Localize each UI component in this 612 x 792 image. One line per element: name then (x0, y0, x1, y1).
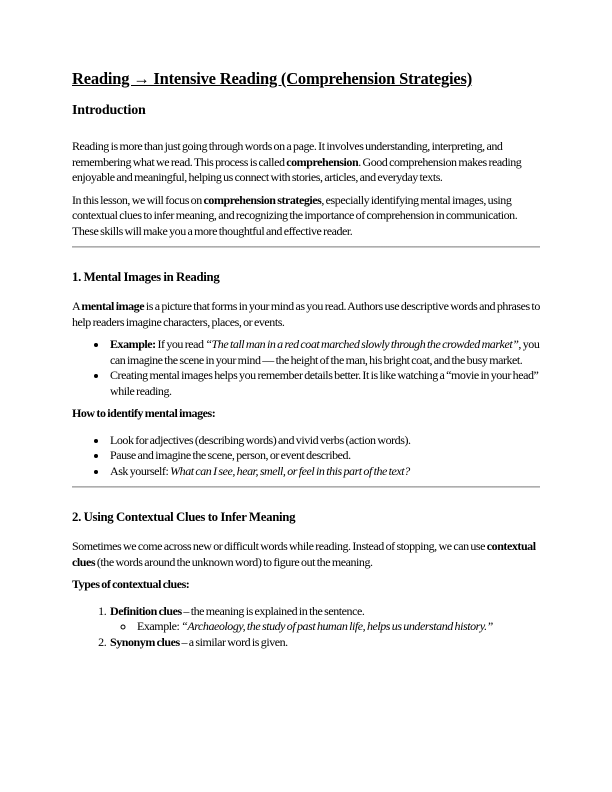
intro-heading: Introduction (72, 102, 146, 118)
synonym-clues-item (108, 635, 540, 651)
intro-paragraph-1: Reading is more than just going through words on a page. It involves understanding, interpreting, and remembering what we read. This process is called comprehension. Good comprehension makes reading enjoyable and meaningful, helping us connect with stories, articles, and everyday texts. (72, 139, 522, 184)
definition-example-item: ◦ Example: “Archaeology, the study of past human life, helps us understand history.” (135, 619, 540, 635)
mental-images-bullet-list (72, 337, 540, 399)
section-divider-2 (72, 486, 540, 488)
synonym-clues-text: Synonym clues – a similar word is given. (110, 634, 288, 649)
bullet-item-creating: • Creating mental images helps you remember details better. It is like watching a “movie in your head” while reading. (108, 368, 540, 399)
identify-step-pause: • Pause and imagine the scene, person, or event described. (108, 448, 540, 464)
definition-clues-text: Definition clues – the meaning is explained in the sentence. (110, 603, 365, 618)
bullet-item-example: • Example: If you read “The tall man in a red coat marched slowly through the crowded market”, you can imagine the scene in your mind — the height of the man, his bright coat, and the busy market. (108, 337, 540, 368)
section1-intro-paragraph: A mental image is a picture that forms in your mind as you read. Authors use descriptive words and phrases to help readers imagine characters, places, or events. (72, 299, 540, 329)
document-title: Reading → Intensive Reading (Comprehension Strategies) (72, 69, 473, 88)
definition-clues-item (108, 604, 540, 635)
types-of-clues-label: Types of contextual clues: (72, 577, 190, 591)
definition-example-sublist (110, 619, 540, 635)
identify-step-adjectives: • Look for adjectives (describing words) and vivid verbs (action words). (108, 433, 540, 449)
how-to-identify-label: How to identify mental images: (72, 406, 216, 420)
identify-steps-list (72, 433, 540, 480)
intro-paragraph-2: In this lesson, we will focus on comprehension strategies, especially identifying mental images, using contextual clues to infer meaning, and recognizing the importance of comprehension in communication. These skills will make you a more thoughtful and effective reader. (72, 192, 518, 238)
section2-heading: 2. Using Contextual Clues to Infer Meaning (72, 510, 296, 524)
contextual-clues-list (72, 604, 540, 651)
identify-step-ask: • Ask yourself: What can I see, hear, smell, or feel in this part of the text? (108, 464, 540, 480)
section1-heading: 1. Mental Images in Reading (72, 270, 220, 284)
section-divider-1 (72, 246, 540, 248)
section2-intro-paragraph: Sometimes we come across new or difficult words while reading. Instead of stopping, we can use contextual clues (the words around the unknown word) to figure out the meaning. (72, 539, 536, 569)
